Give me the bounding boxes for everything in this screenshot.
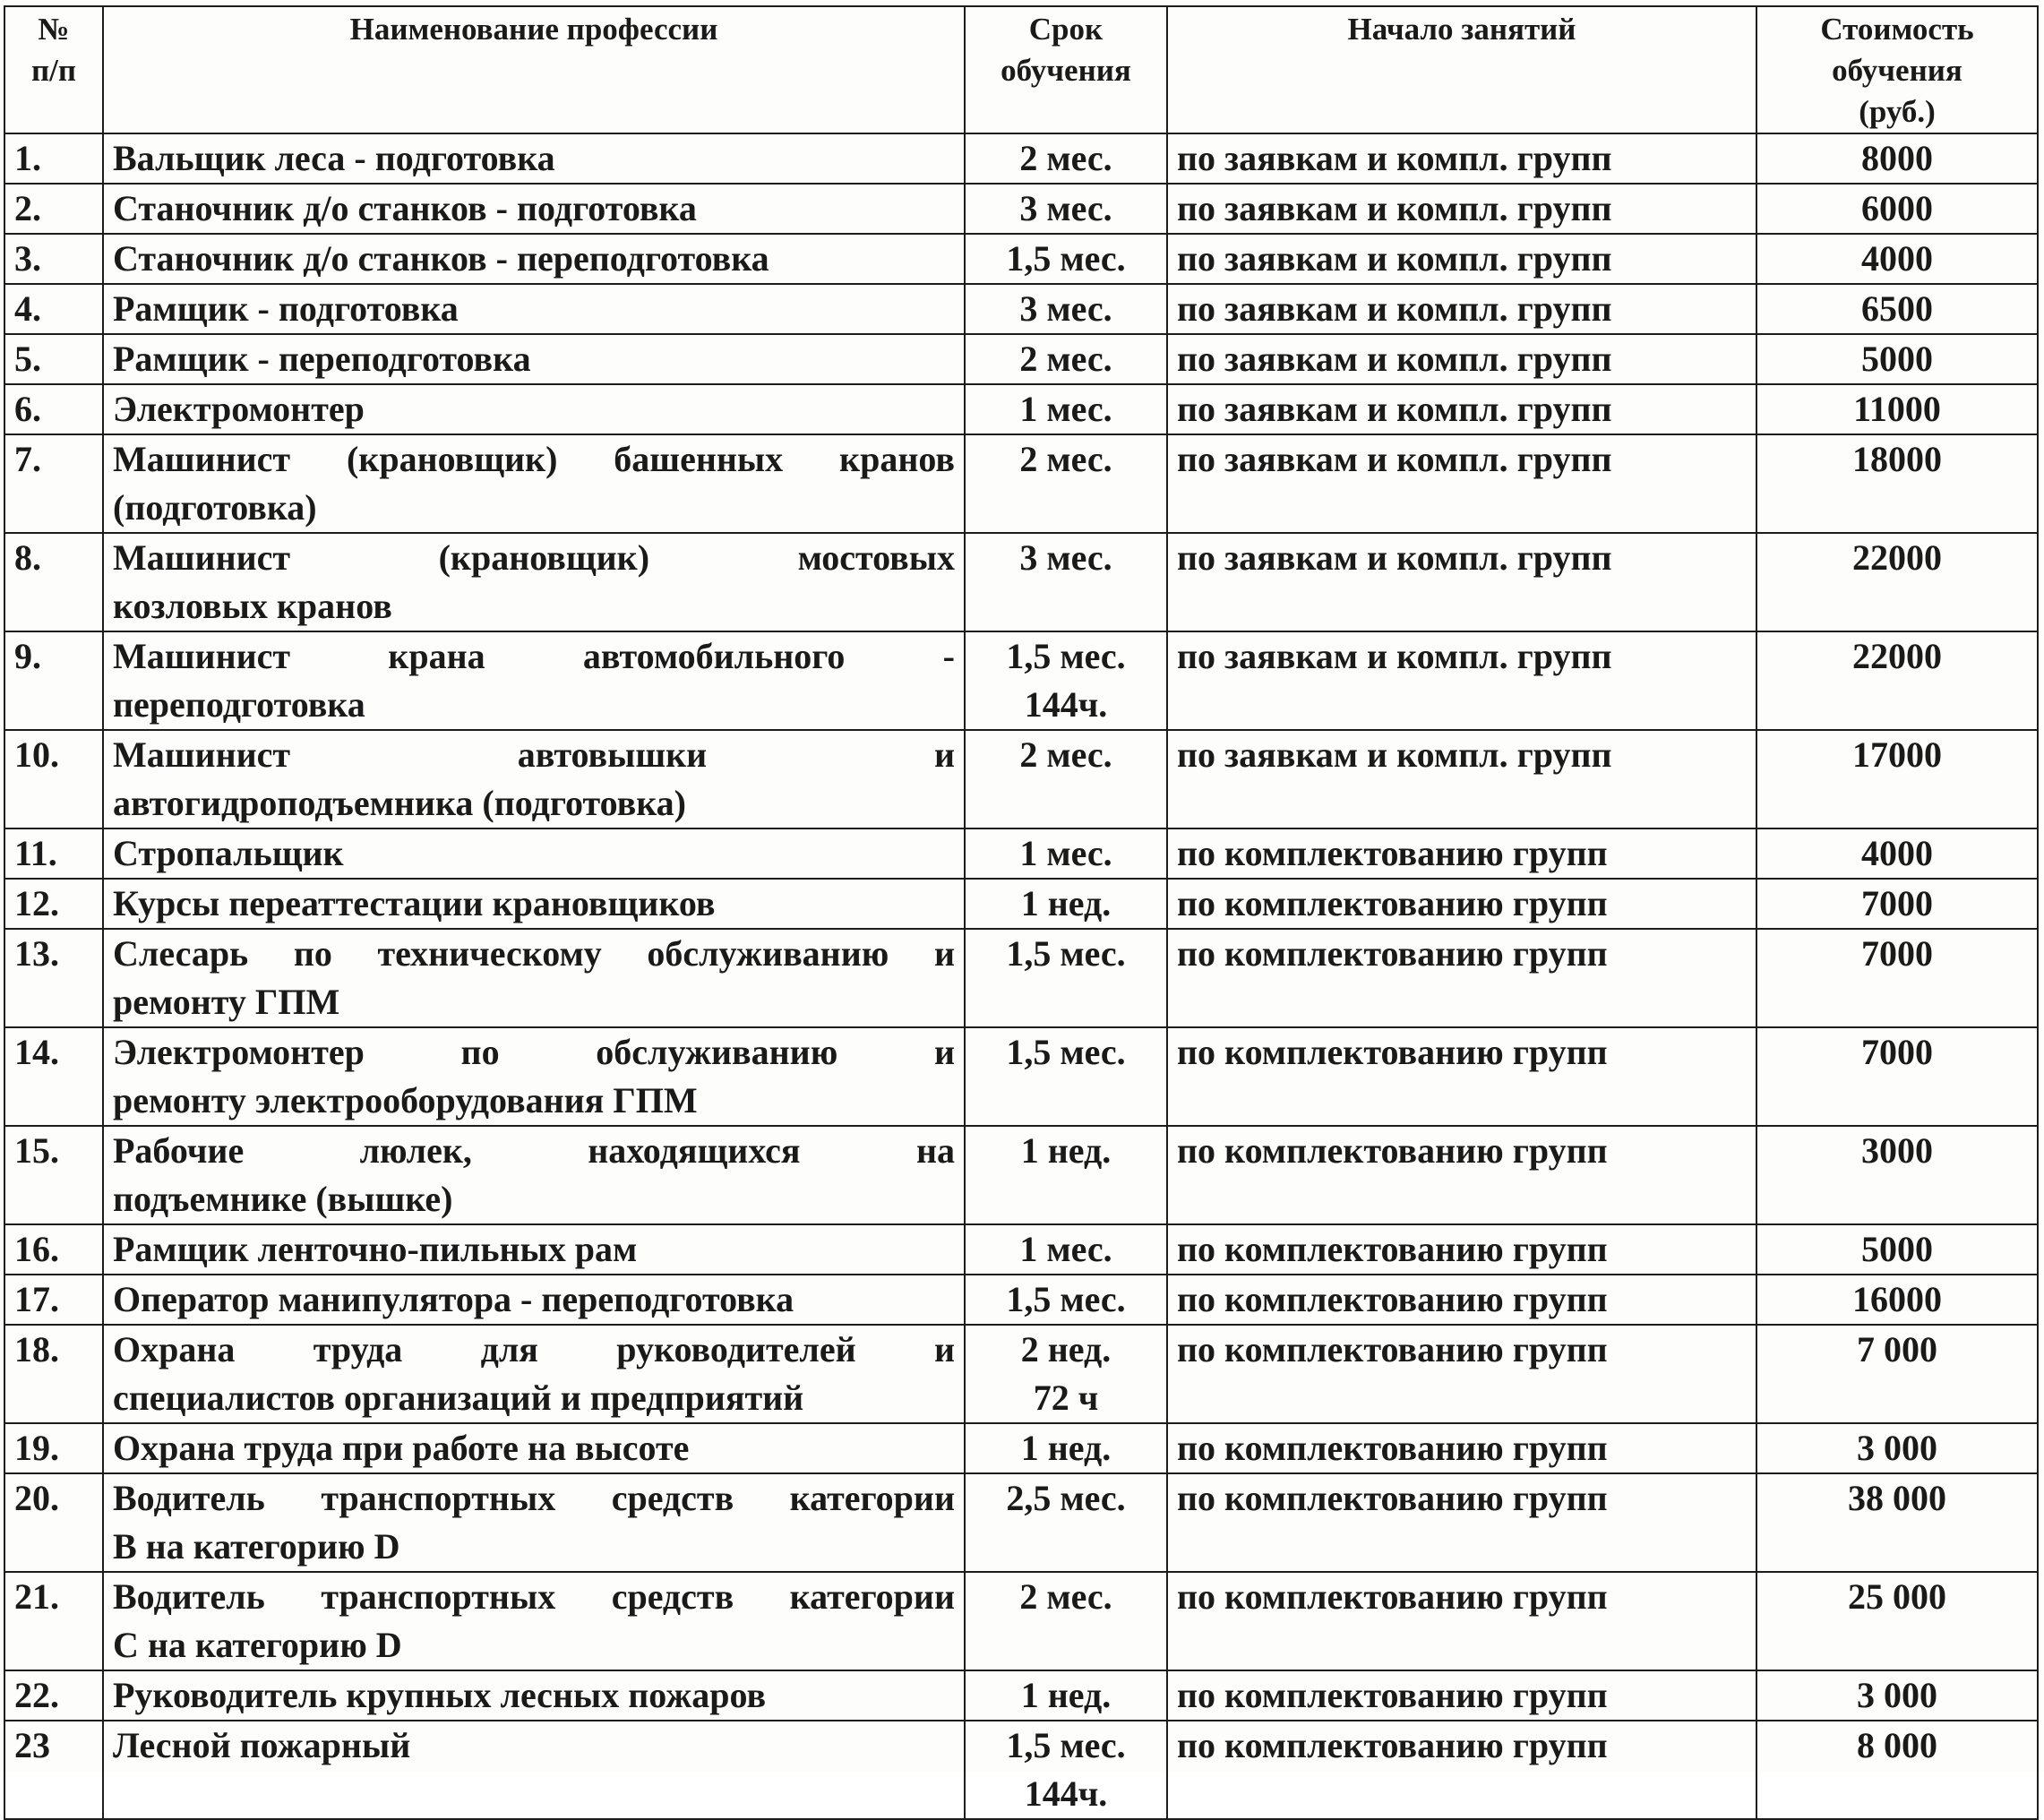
row-number: 18. <box>4 1325 103 1423</box>
profession-name-line: Электромонтер по обслуживанию и <box>113 1032 955 1072</box>
class-start: по комплектованию групп <box>1167 828 1756 879</box>
training-duration-line: 1 нед. <box>1020 1428 1112 1468</box>
training-duration <box>965 533 1167 631</box>
header-start: Начало занятий <box>1167 6 1756 133</box>
header-name: Наименование профессии <box>103 6 965 133</box>
header-row <box>4 6 2038 133</box>
class-start: по комплектованию групп <box>1167 1325 1756 1423</box>
training-duration-line: 1 нед. <box>1020 1675 1112 1715</box>
training-price: 16000 <box>1756 1275 2038 1325</box>
profession-name-line: Машинист крана автомобильного - <box>113 636 955 676</box>
class-start: по комплектованию групп <box>1167 1275 1756 1325</box>
profession-name-line: специалистов организаций и предприятий <box>113 1378 804 1418</box>
profession-name-line: Станочник д/о станков - переподготовка <box>113 238 769 279</box>
table-row <box>4 730 2038 828</box>
training-duration-line: 1,5 мес. <box>1006 636 1126 676</box>
header-duration-line-1: Срок <box>1028 12 1104 47</box>
header-num <box>4 6 103 133</box>
training-duration-line: 1,5 мес. <box>1006 933 1126 974</box>
class-start: по комплектованию групп <box>1167 1027 1756 1126</box>
profession-name <box>103 828 965 879</box>
class-start: по заявкам и компл. групп <box>1167 184 1756 234</box>
training-duration-line: 3 мес. <box>1019 288 1112 329</box>
training-duration-line: 1 нед. <box>1020 883 1112 923</box>
training-duration <box>965 1275 1167 1325</box>
table-row <box>4 1325 2038 1423</box>
training-duration <box>965 133 1167 184</box>
training-duration-line: 2 мес. <box>1019 1576 1112 1617</box>
table-row <box>4 1473 2038 1572</box>
profession-name-line: Лесной пожарный <box>113 1725 411 1765</box>
profession-name-line: Слесарь по техническому обслуживанию и <box>113 933 955 974</box>
table-row <box>4 828 2038 879</box>
training-price: 8 000 <box>1756 1721 2038 1819</box>
profession-name-line: подъемнике (вышке) <box>113 1179 453 1219</box>
row-number: 7. <box>4 434 103 533</box>
table-row <box>4 184 2038 234</box>
profession-name-line: Рабочие люлек, находящихся на <box>113 1130 955 1171</box>
profession-name-line: Электромонтер <box>113 389 365 429</box>
row-number: 14. <box>4 1027 103 1126</box>
profession-name <box>103 533 965 631</box>
profession-name-line: (подготовка) <box>113 487 317 528</box>
table-row <box>4 879 2038 929</box>
training-price: 17000 <box>1756 730 2038 828</box>
training-price: 22000 <box>1756 631 2038 730</box>
training-duration <box>965 730 1167 828</box>
training-duration-line: 1,5 мес. <box>1006 1725 1126 1765</box>
training-duration-line: 1,5 мес. <box>1006 1279 1126 1319</box>
class-start: по заявкам и компл. групп <box>1167 730 1756 828</box>
row-number: 3. <box>4 234 103 284</box>
table-row <box>4 631 2038 730</box>
row-number: 1. <box>4 133 103 184</box>
profession-name-line: Курсы переаттестации крановщиков <box>113 883 716 923</box>
profession-name-line: Станочник д/о станков - подготовка <box>113 188 697 228</box>
profession-name <box>103 1126 965 1224</box>
row-number: 13. <box>4 929 103 1027</box>
row-number: 4. <box>4 284 103 334</box>
row-number: 5. <box>4 334 103 384</box>
training-price: 7000 <box>1756 929 2038 1027</box>
training-price: 25 000 <box>1756 1572 2038 1670</box>
training-price: 6000 <box>1756 184 2038 234</box>
profession-name-line: Водитель транспортных средств категории <box>113 1576 955 1617</box>
class-start: по заявкам и компл. групп <box>1167 284 1756 334</box>
training-duration-line: 3 мес. <box>1019 537 1112 578</box>
profession-name <box>103 434 965 533</box>
profession-name-line: Стропальщик <box>113 833 344 873</box>
table-row <box>4 234 2038 284</box>
header-price-line-2: обучения <box>1832 53 1962 88</box>
training-duration <box>965 384 1167 434</box>
profession-name-line: Вальщик леса - подготовка <box>113 138 555 178</box>
training-duration <box>965 1325 1167 1423</box>
profession-name-line: Машинист автовышки и <box>113 734 955 775</box>
row-number: 22. <box>4 1670 103 1721</box>
training-price: 5000 <box>1756 1224 2038 1275</box>
profession-name <box>103 631 965 730</box>
profession-name <box>103 1325 965 1423</box>
training-duration <box>965 1027 1167 1126</box>
table-row <box>4 284 2038 334</box>
profession-name-line: Рамщик ленточно-пильных рам <box>113 1229 638 1269</box>
training-duration-line: 1 нед. <box>1020 1130 1112 1171</box>
training-price: 38 000 <box>1756 1473 2038 1572</box>
profession-name-line: В на категорию D <box>113 1526 400 1567</box>
profession-name-line: автогидроподъемника (подготовка) <box>113 783 686 823</box>
profession-name-line: ремонту ГПМ <box>113 982 340 1022</box>
row-number: 21. <box>4 1572 103 1670</box>
training-duration <box>965 334 1167 384</box>
table-row <box>4 1027 2038 1126</box>
class-start: по комплектованию групп <box>1167 1126 1756 1224</box>
training-price: 3 000 <box>1756 1423 2038 1473</box>
header-num-line-1: № <box>38 12 70 47</box>
class-start: по заявкам и компл. групп <box>1167 631 1756 730</box>
profession-name <box>103 1224 965 1275</box>
training-duration <box>965 1126 1167 1224</box>
profession-name-line: Рамщик - переподготовка <box>113 339 531 379</box>
class-start: по заявкам и компл. групп <box>1167 334 1756 384</box>
class-start: по комплектованию групп <box>1167 929 1756 1027</box>
training-price: 4000 <box>1756 828 2038 879</box>
header-duration <box>965 6 1167 133</box>
training-duration <box>965 284 1167 334</box>
training-price: 7000 <box>1756 1027 2038 1126</box>
training-duration-line: 1 мес. <box>1019 833 1112 873</box>
table-row <box>4 434 2038 533</box>
table-row <box>4 334 2038 384</box>
header-num-line-2: п/п <box>30 53 77 88</box>
header-duration-line-2: обучения <box>1001 53 1131 88</box>
training-duration <box>965 879 1167 929</box>
profession-name <box>103 234 965 284</box>
profession-name-line: Машинист (крановщик) мостовых <box>113 537 955 578</box>
class-start: по заявкам и компл. групп <box>1167 384 1756 434</box>
profession-name <box>103 1275 965 1325</box>
row-number: 16. <box>4 1224 103 1275</box>
table-row <box>4 1721 2038 1819</box>
training-duration <box>965 929 1167 1027</box>
training-duration-line: 3 мес. <box>1019 188 1112 228</box>
training-duration <box>965 631 1167 730</box>
row-number: 19. <box>4 1423 103 1473</box>
training-duration-line: 2 мес. <box>1019 734 1112 775</box>
row-number: 6. <box>4 384 103 434</box>
training-duration <box>965 434 1167 533</box>
class-start: по комплектованию групп <box>1167 1572 1756 1670</box>
training-duration <box>965 184 1167 234</box>
training-price: 7 000 <box>1756 1325 2038 1423</box>
profession-name <box>103 384 965 434</box>
profession-name <box>103 929 965 1027</box>
class-start: по заявкам и компл. групп <box>1167 434 1756 533</box>
profession-name <box>103 1670 965 1721</box>
training-price: 22000 <box>1756 533 2038 631</box>
profession-name-line: Водитель транспортных средств категории <box>113 1478 955 1518</box>
training-duration-line: 144ч. <box>1024 684 1108 725</box>
profession-name-line: ремонту электрооборудования ГПМ <box>113 1080 698 1120</box>
profession-name <box>103 1423 965 1473</box>
row-number: 12. <box>4 879 103 929</box>
profession-name <box>103 133 965 184</box>
profession-name <box>103 184 965 234</box>
table-row <box>4 384 2038 434</box>
training-duration-line: 2 мес. <box>1019 138 1112 178</box>
price-table <box>4 5 2039 1820</box>
training-duration <box>965 828 1167 879</box>
table-row <box>4 1275 2038 1325</box>
header-price <box>1756 6 2038 133</box>
profession-name-line: Охрана труда при работе на высоте <box>113 1428 690 1468</box>
class-start: по комплектованию групп <box>1167 879 1756 929</box>
training-price: 11000 <box>1756 384 2038 434</box>
class-start: по комплектованию групп <box>1167 1224 1756 1275</box>
row-number: 23 <box>4 1721 103 1819</box>
training-duration-line: 72 ч <box>1033 1378 1099 1418</box>
table-row <box>4 1670 2038 1721</box>
row-number: 10. <box>4 730 103 828</box>
training-duration-line: 2,5 мес. <box>1006 1478 1126 1518</box>
table-row <box>4 533 2038 631</box>
profession-name <box>103 1721 965 1819</box>
training-price: 6500 <box>1756 284 2038 334</box>
training-duration <box>965 1224 1167 1275</box>
row-number: 17. <box>4 1275 103 1325</box>
training-price: 18000 <box>1756 434 2038 533</box>
header-price-line-1: Стоимость <box>1820 12 1974 47</box>
training-duration-line: 2 мес. <box>1019 439 1112 479</box>
table-row <box>4 133 2038 184</box>
profession-name-line: Оператор манипулятора - переподготовка <box>113 1279 794 1319</box>
training-price: 5000 <box>1756 334 2038 384</box>
class-start: по комплектованию групп <box>1167 1473 1756 1572</box>
table-row <box>4 1224 2038 1275</box>
class-start: по комплектованию групп <box>1167 1721 1756 1819</box>
profession-name <box>103 334 965 384</box>
class-start: по комплектованию групп <box>1167 1423 1756 1473</box>
profession-name <box>103 879 965 929</box>
training-price: 4000 <box>1756 234 2038 284</box>
row-number: 20. <box>4 1473 103 1572</box>
training-price: 3000 <box>1756 1126 2038 1224</box>
table-row <box>4 1126 2038 1224</box>
row-number: 8. <box>4 533 103 631</box>
training-duration-line: 144ч. <box>1024 1773 1108 1814</box>
table-row <box>4 1572 2038 1670</box>
class-start: по заявкам и компл. групп <box>1167 533 1756 631</box>
training-duration <box>965 234 1167 284</box>
profession-name-line: Машинист (крановщик) башенных кранов <box>113 439 955 479</box>
training-duration <box>965 1721 1167 1819</box>
row-number: 2. <box>4 184 103 234</box>
class-start: по заявкам и компл. групп <box>1167 133 1756 184</box>
training-duration <box>965 1670 1167 1721</box>
profession-name-line: Рамщик - подготовка <box>113 288 459 329</box>
training-duration-line: 1,5 мес. <box>1006 1032 1126 1072</box>
profession-name <box>103 1473 965 1572</box>
profession-name-line: переподготовка <box>113 684 365 725</box>
training-duration-line: 1 мес. <box>1019 1229 1112 1269</box>
profession-name <box>103 1027 965 1126</box>
table-body <box>4 133 2038 1819</box>
training-duration <box>965 1473 1167 1572</box>
training-price: 7000 <box>1756 879 2038 929</box>
row-number: 15. <box>4 1126 103 1224</box>
training-duration <box>965 1423 1167 1473</box>
class-start: по комплектованию групп <box>1167 1670 1756 1721</box>
profession-name-line: Охрана труда для руководителей и <box>113 1329 955 1369</box>
training-price: 3 000 <box>1756 1670 2038 1721</box>
training-price: 8000 <box>1756 133 2038 184</box>
table-row <box>4 1423 2038 1473</box>
profession-name-line: С на категорию D <box>113 1625 402 1665</box>
profession-name <box>103 284 965 334</box>
training-duration-line: 2 нед. <box>1020 1329 1112 1369</box>
table-row <box>4 929 2038 1027</box>
class-start: по заявкам и компл. групп <box>1167 234 1756 284</box>
profession-name-line: козловых кранов <box>113 586 392 626</box>
profession-name-line: Руководитель крупных лесных пожаров <box>113 1675 767 1715</box>
training-duration-line: 1 мес. <box>1019 389 1112 429</box>
row-number: 9. <box>4 631 103 730</box>
training-duration <box>965 1572 1167 1670</box>
profession-name <box>103 730 965 828</box>
header-price-line-3: (руб.) <box>1859 94 1936 129</box>
training-duration-line: 1,5 мес. <box>1006 238 1126 279</box>
training-duration-line: 2 мес. <box>1019 339 1112 379</box>
profession-name <box>103 1572 965 1670</box>
row-number: 11. <box>4 828 103 879</box>
